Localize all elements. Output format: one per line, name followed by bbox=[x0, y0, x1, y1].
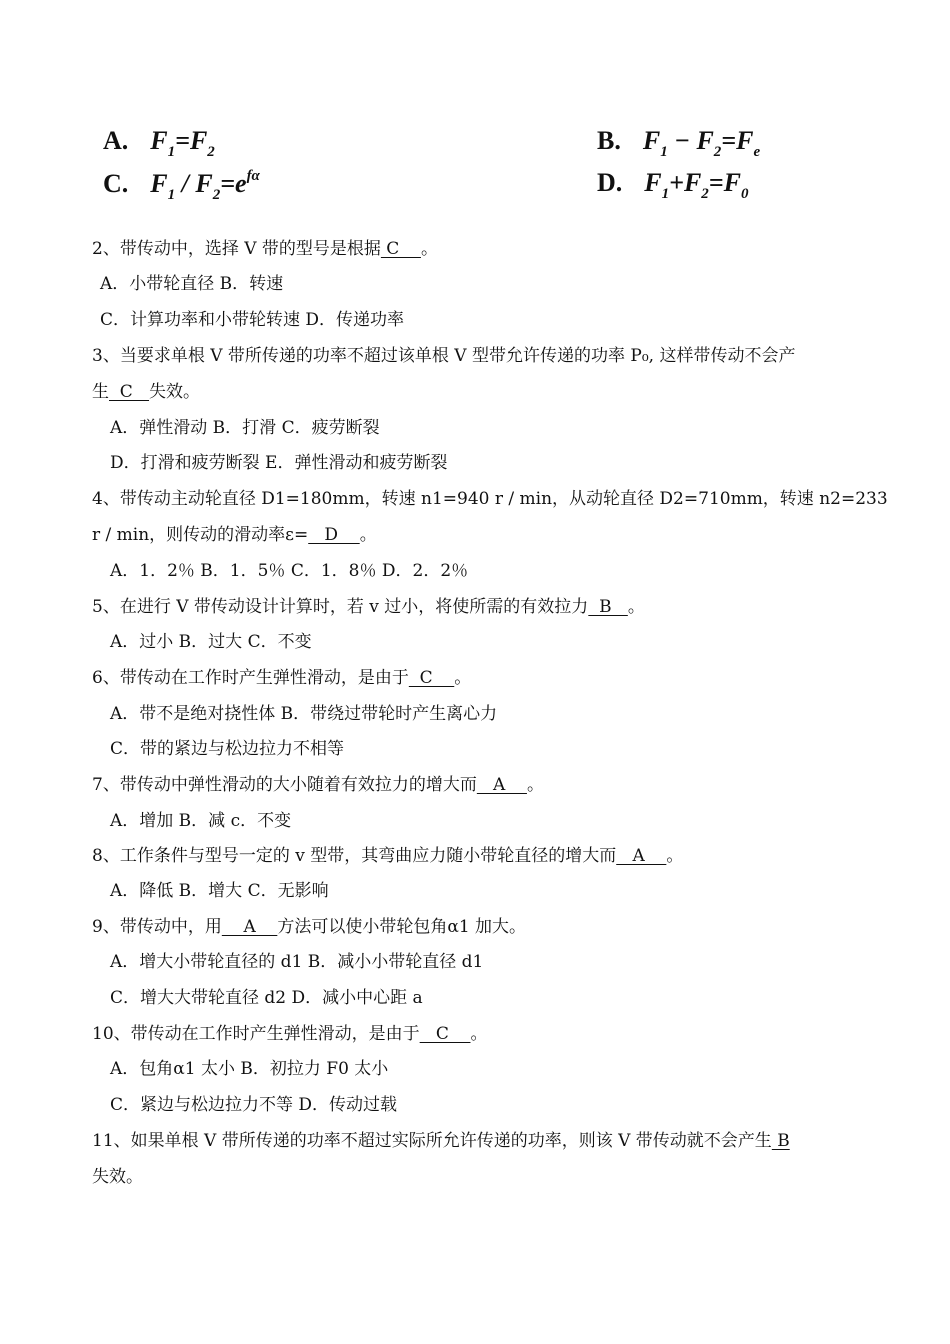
stem-text: 6、带传动在工作时产生弹性滑动，是由于 bbox=[92, 668, 409, 688]
answer-blank: C bbox=[419, 1024, 471, 1044]
question-4-options: A．1．2％ B．1．5％ C．1．8％ D．2．2％ bbox=[110, 561, 469, 581]
answer-blank: A bbox=[221, 917, 278, 937]
stem-text: 。 bbox=[666, 846, 684, 866]
question-2-stem bbox=[92, 238, 438, 260]
question-6-options-2: C．带的紧边与松边拉力不相等 bbox=[110, 739, 345, 759]
question-4-stem-line-2 bbox=[92, 524, 377, 546]
answer-blank: D bbox=[308, 525, 360, 545]
stem-text: 7、带传动中弹性滑动的大小随着有效拉力的增大而 bbox=[92, 775, 477, 795]
question-11-stem-line-2: 失效。 bbox=[92, 1167, 143, 1187]
option-label: D. bbox=[597, 168, 623, 197]
stem-text: 2、带传动中，选择 V 带的型号是根据 bbox=[92, 239, 381, 259]
stem-text: 9、带传动中，用 bbox=[92, 917, 222, 937]
answer-blank: C bbox=[408, 668, 455, 688]
option-label: B. bbox=[597, 126, 621, 155]
stem-text: 。 bbox=[470, 1024, 488, 1044]
stem-text: 8、工作条件与型号一定的 v 型带，其弯曲应力随小带轮直径的增大而 bbox=[92, 846, 617, 866]
question-6-stem bbox=[92, 667, 471, 689]
stem-text: 。 bbox=[359, 525, 377, 545]
formula-option-d: D. $F_1+F_2=F_0$ bbox=[597, 168, 749, 202]
question-8-options: A．降低 B．增大 C．无影响 bbox=[110, 881, 329, 901]
question-8-stem bbox=[92, 845, 683, 867]
question-10-stem bbox=[92, 1023, 487, 1045]
question-5-stem bbox=[92, 596, 645, 618]
stem-text: 。 bbox=[454, 668, 472, 688]
question-5-options: A．过小 B．过大 C．不变 bbox=[110, 632, 312, 652]
question-11-stem-line-1 bbox=[92, 1130, 790, 1152]
question-10-options-2: C．紧边与松边拉力不等 D．传动过载 bbox=[110, 1095, 398, 1115]
stem-text: r / min，则传动的滑动率ε= bbox=[92, 525, 309, 545]
option-label: A. bbox=[103, 126, 129, 155]
question-2-options-1: A．小带轮直径 B．转速 bbox=[100, 274, 284, 294]
formula-option-b: B. $F_1 - F_2=F_e$ bbox=[597, 126, 761, 160]
stem-text: 11、如果单根 V 带所传递的功率不超过实际所允许传递的功率，则该 V 带传动就不会产生 bbox=[92, 1131, 772, 1151]
stem-text: 失效。 bbox=[149, 382, 201, 402]
question-7-stem bbox=[92, 774, 544, 796]
question-3-stem-line-2 bbox=[92, 381, 200, 403]
answer-blank: C bbox=[109, 382, 150, 402]
question-9-options-2: C．增大大带轮直径 d2 D．减小中心距 a bbox=[110, 988, 423, 1008]
question-3-stem-line-1: 3、当要求单根 V 带所传递的功率不超过该单根 V 型带允许传递的功率 P₀, 这样带传动不会产 bbox=[92, 346, 796, 366]
stem-text: 。 bbox=[420, 239, 438, 259]
option-label: C. bbox=[103, 169, 129, 198]
stem-text: 。 bbox=[526, 775, 544, 795]
answer-blank: B bbox=[771, 1131, 790, 1151]
question-7-options: A．增加 B．减 c．不变 bbox=[110, 811, 292, 831]
question-4-stem-line-1: 4、带传动主动轮直径 D1=180mm，转速 n1=940 r / min，从动轮直径 D2=710mm，转速 n2=233 bbox=[92, 489, 888, 509]
question-9-stem bbox=[92, 916, 526, 938]
stem-text: 。 bbox=[627, 597, 645, 617]
answer-blank: A bbox=[616, 846, 667, 866]
answer-blank: A bbox=[476, 775, 527, 795]
question-3-options-2: D．打滑和疲劳断裂 E．弹性滑动和疲劳断裂 bbox=[110, 453, 448, 473]
question-2-options-2: C．计算功率和小带轮转速 D．传递功率 bbox=[100, 310, 405, 330]
stem-text: 10、带传动在工作时产生弹性滑动，是由于 bbox=[92, 1024, 420, 1044]
question-3-options-1: A．弹性滑动 B．打滑 C．疲劳断裂 bbox=[110, 418, 380, 438]
question-9-options-1: A．增大小带轮直径的 d1 B．减小小带轮直径 d1 bbox=[110, 952, 484, 972]
question-6-options-1: A．带不是绝对挠性体 B．带绕过带轮时产生离心力 bbox=[110, 704, 498, 724]
formula-option-a: A. $F_1=F_2$ bbox=[103, 126, 215, 160]
stem-text: 方法可以使小带轮包角α1 加大。 bbox=[277, 917, 527, 937]
stem-text: 5、在进行 V 带传动设计计算时，若 v 过小，将使所需的有效拉力 bbox=[92, 597, 589, 617]
answer-blank: B bbox=[588, 597, 628, 617]
formula-option-c: C. $F_1 / F_2=e^{f\alpha}$ bbox=[103, 168, 260, 203]
stem-text: 生 bbox=[92, 382, 109, 402]
answer-blank: C bbox=[380, 239, 421, 259]
question-10-options-1: A．包角α1 太小 B．初拉力 F0 太小 bbox=[110, 1059, 389, 1079]
